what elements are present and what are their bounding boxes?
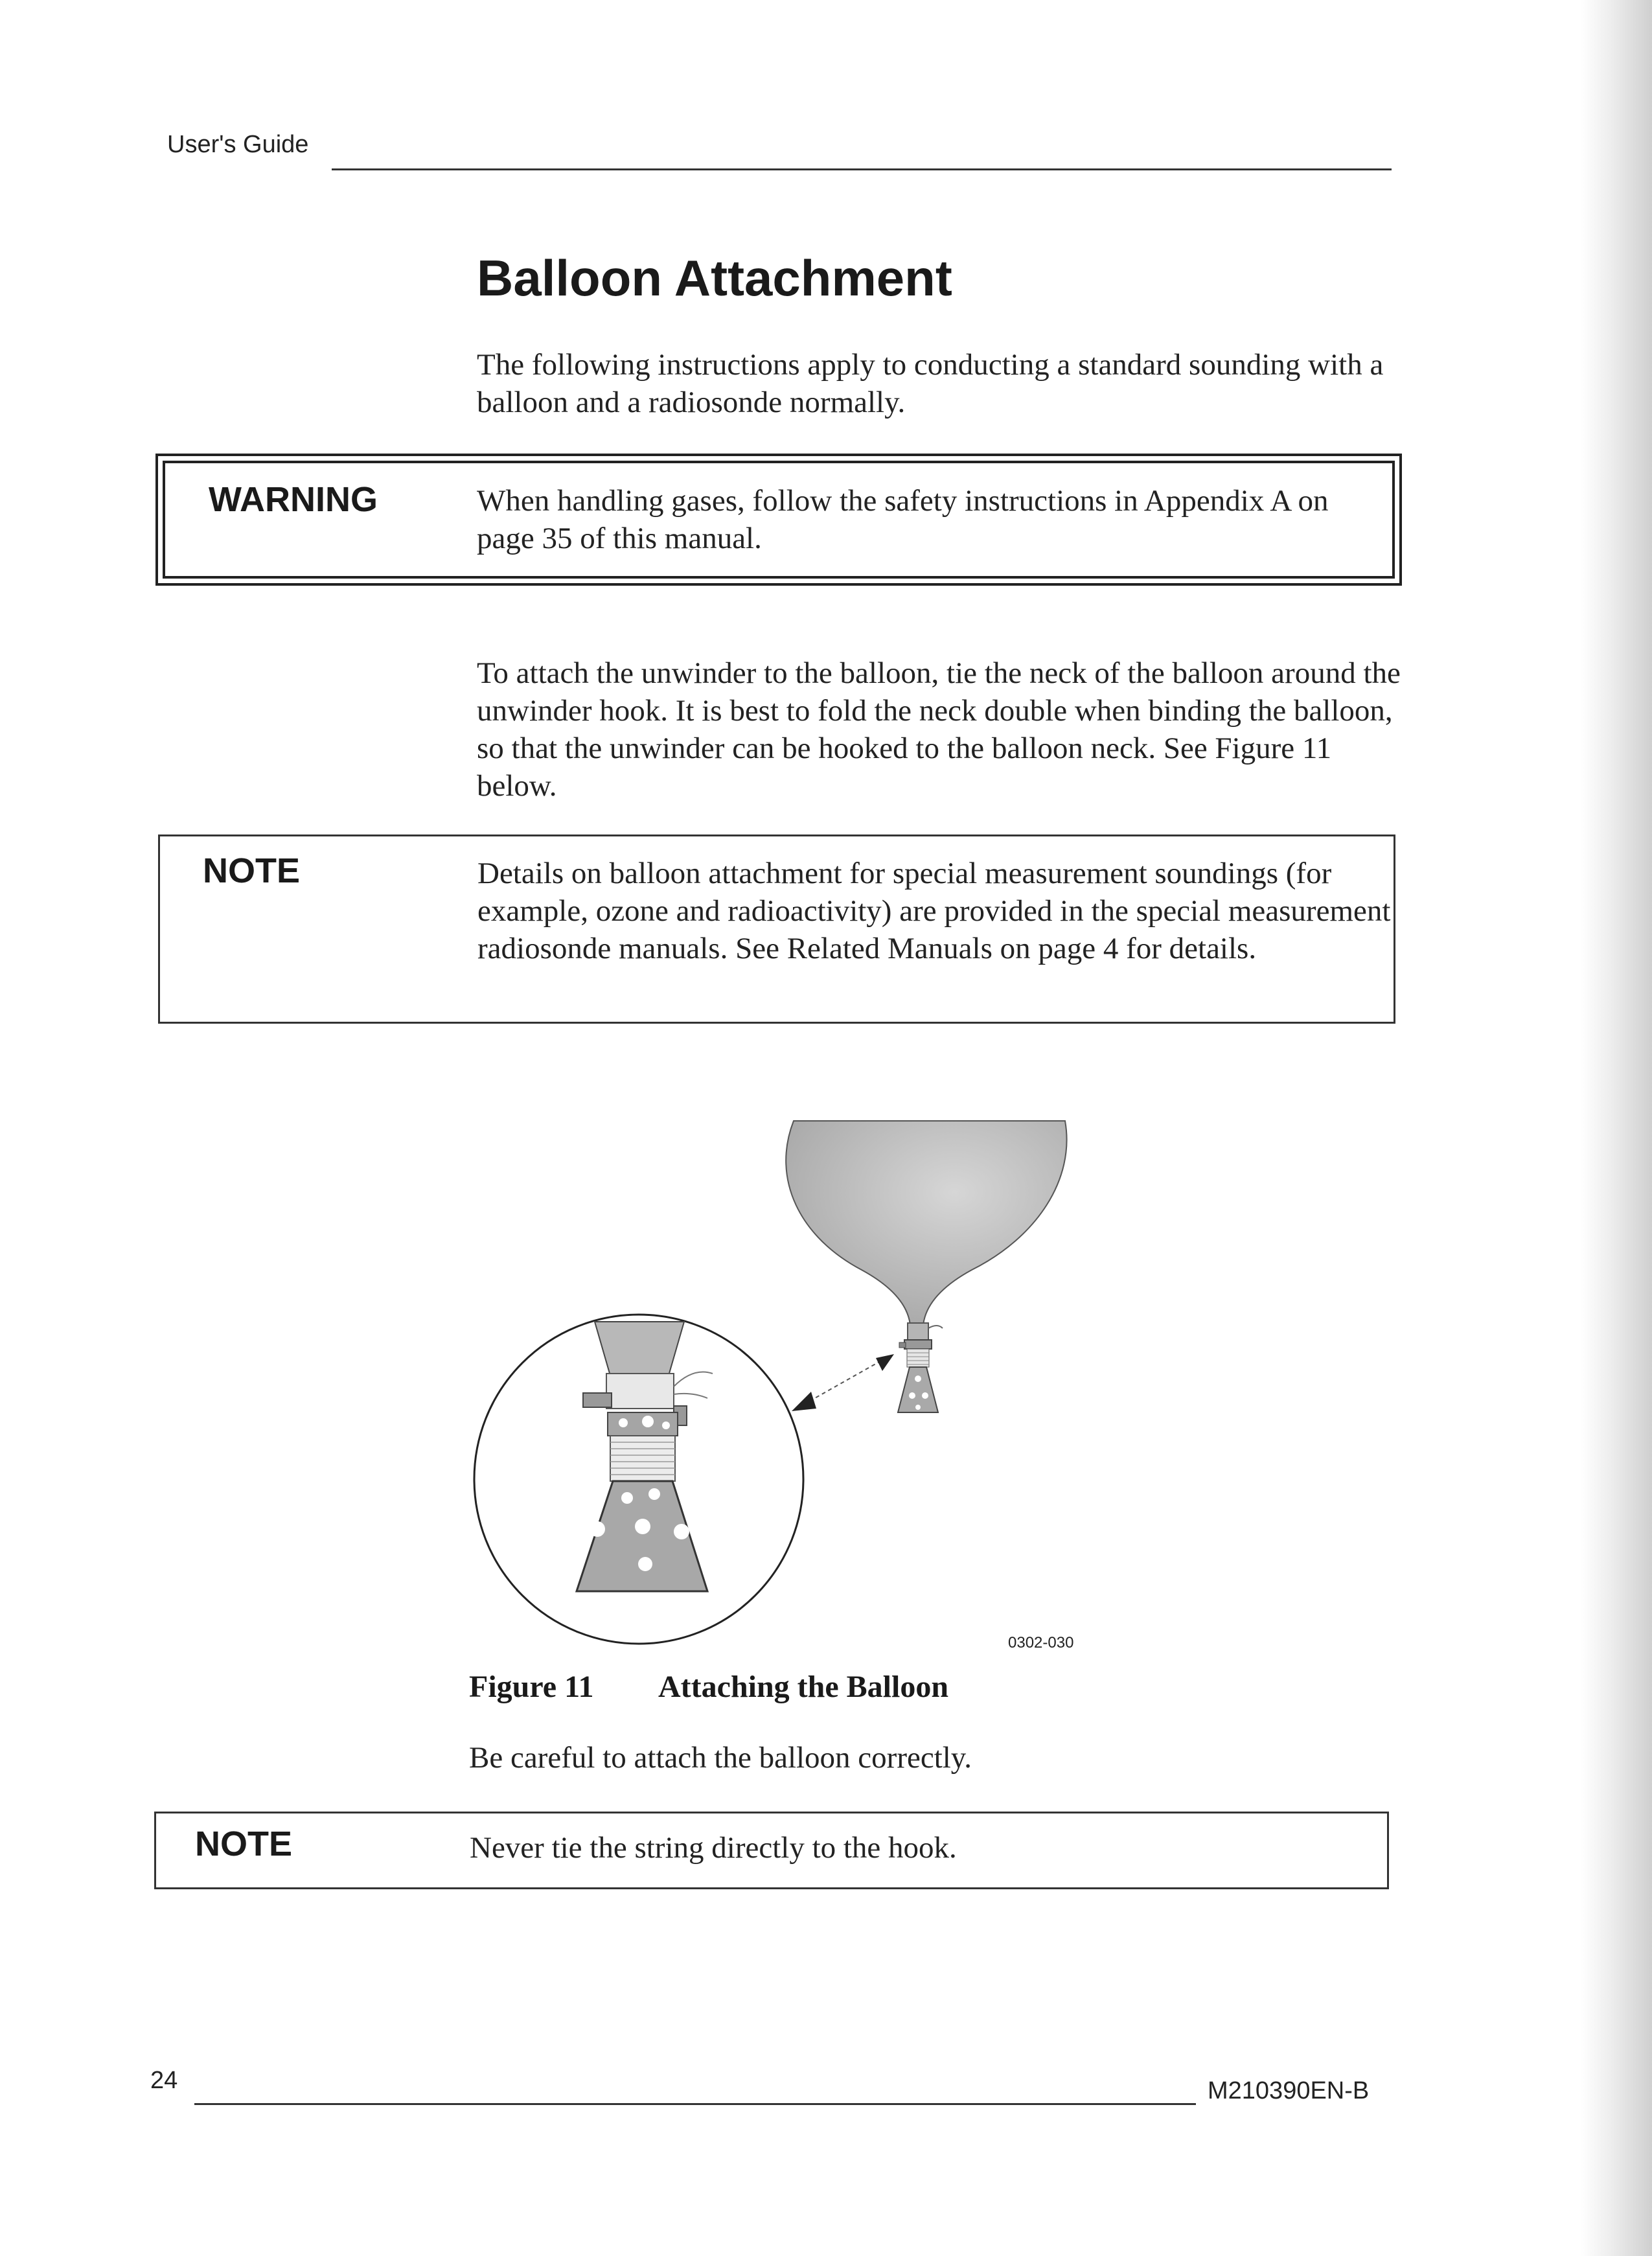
- instructions-paragraph: To attach the unwinder to the balloon, tie the neck of the balloon around the unwinder hook. It is best to fold the neck double when binding the balloon, so that the unwinder can be hooked to the balloon neck. See Figure 11 below.: [477, 656, 1401, 803]
- page-number: 24: [150, 2067, 178, 2094]
- document-id: M210390EN-B: [1208, 2077, 1370, 2104]
- note-label: NOTE: [195, 1824, 293, 1863]
- arrow-head-right: [876, 1354, 894, 1371]
- figure-title: Attaching the Balloon: [658, 1670, 949, 1704]
- note-box-string: [154, 1812, 1389, 1889]
- figure-balloon-attachment: [453, 1101, 1101, 1659]
- note-label: NOTE: [203, 851, 301, 890]
- note-text: Never tie the string directly to the hook.: [470, 1831, 957, 1865]
- arrow-head-left: [792, 1392, 816, 1411]
- header-rule: [332, 168, 1392, 170]
- note-text: Details on balloon attachment for special measurement soundings (for example, ozone and radioactivity) are provided in the special measurement radiosonde manuals. See Related Manuals on page 4 for details.: [477, 857, 1391, 965]
- figure-code: 0302-030: [1008, 1634, 1074, 1652]
- small-unwinder-hook: [904, 1340, 932, 1349]
- warning-label: WARNING: [209, 480, 378, 519]
- figure-caption: [469, 1669, 949, 1705]
- careful-paragraph: Be careful to attach the balloon correctly.: [469, 1741, 972, 1775]
- footer-rule: [194, 2103, 1196, 2105]
- note-box-details: [158, 834, 1395, 1024]
- section-title: Balloon Attachment: [477, 249, 952, 306]
- intro-paragraph: The following instructions apply to conducting a standard sounding with a balloon and a radiosonde normally.: [477, 348, 1384, 419]
- balloon-unwinder-illustration: [453, 1101, 1101, 1659]
- warning-text: When handling gases, follow the safety instructions in Appendix A on page 35 of this manual.: [477, 484, 1329, 555]
- warning-box: [155, 454, 1402, 586]
- balloon-shape: [786, 1121, 1066, 1325]
- running-header: User's Guide: [167, 131, 309, 158]
- balloon-neck: [908, 1323, 928, 1340]
- page-edge-shadow: [1581, 0, 1652, 2256]
- figure-number: Figure 11: [469, 1670, 594, 1704]
